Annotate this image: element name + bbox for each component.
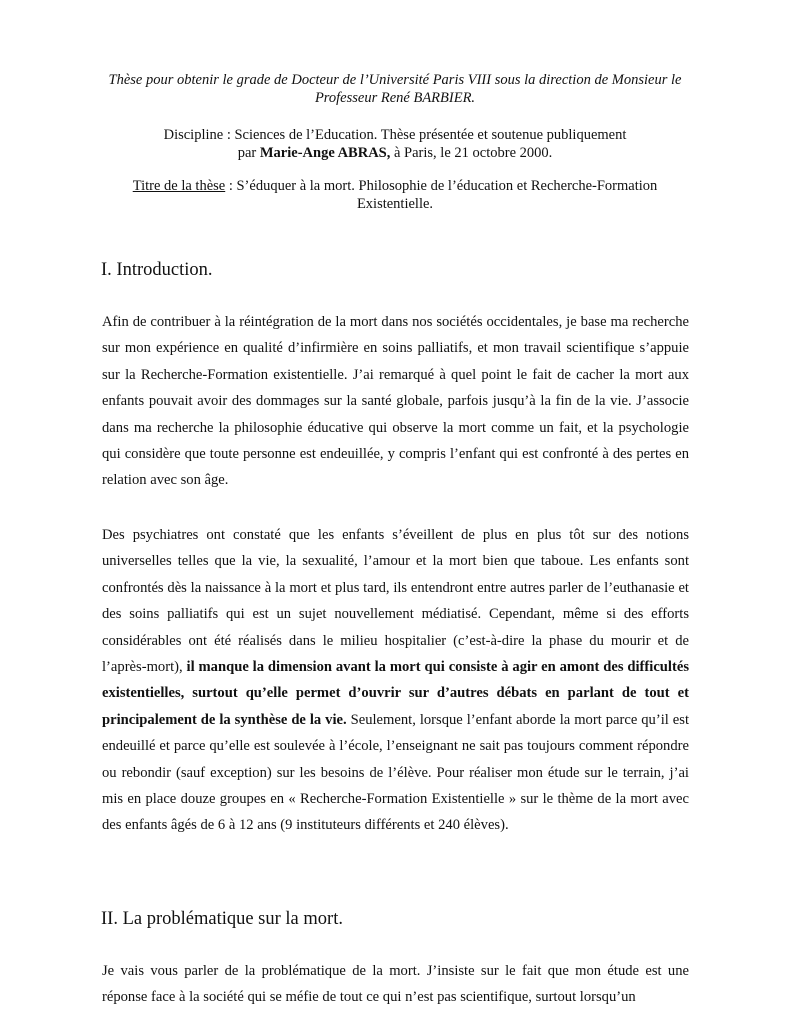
intro-p2-bold: il manque la dimension avant la mort qui consiste à agir en amont des difficultés existentielles, surtout qu’elle permet d’ouvrir sur d’autres débats en parlant de tout et principalement de la synthèse de la vie. [102,659,689,728]
thesis-title-block [100,177,690,213]
section-heading-introduction: I. Introduction. [101,260,213,280]
thesis-statement [100,71,690,107]
thesis-title-label: Titre de la thèse [132,178,226,194]
author-line [100,144,690,162]
author-name: Marie-Ange ABRAS, [259,145,391,161]
intro-paragraph-1: Afin de contribuer à la réintégration de la mort dans nos sociétés occidentales, je base ma recherche sur mon expérience en qualité d’infirmière en soins palliatifs, et mon travail scientifique s’appuie sur la Recherche-Formation existentielle. J’ai remarqué à quel point le fait de cacher la mort aux enfants pouvait avoir des dommages sur la santé globale, parfois jusqu’à la fin de la vie. J’associe dans ma recherche la philosophie éducative qui observe la mort comme un fait, et la psychologie qui considère que toute personne est endeuillée, y compris l’enfant qui est confronté à des pertes en relation avec son âge. [102,314,689,489]
intro-p2-end: Seulement, lorsque l’enfant aborde la mort parce qu’il est endeuillé et parce qu’elle est soulevée à l’école, l’enseignant ne sait pas toujours comment répondre ou rebondir (sauf exception) sur les besoins de l’élève. Pour réaliser mon étude sur le terrain, j’ai mis en place douze groupes en « Recherche-Formation Existentielle » sur le thème de la mort avec des enfants âgés de 6 à 12 ans (9 instituteurs différents et 240 élèves). [102,711,689,834]
discipline-block [100,126,690,162]
thesis-statement-text: Thèse pour obtenir le grade de Docteur de l’Université Paris VIII sous la direction de Monsieur le Professeur René BARBIER. [108,72,682,106]
discipline-line: Discipline : Sciences de l’Education. Thèse présentée et soutenue publiquement [163,127,627,143]
intro-paragraph-2 [102,522,689,839]
intro-p2-start: Des psychiatres ont constaté que les enfants s’éveillent de plus en plus tôt sur des notions universelles telles que la vie, la sexualité, l’amour et la mort bien que taboue. Les enfants sont confrontés dès la naissance à la mort et plus tard, ils entendront entre autres parler de l’euthanasie et des soins palliatifs qui est un sujet nouvellement médiatisé. Cependant, même si des efforts considérables ont été réalisés dans le milieu hospitalier (c’est-à-dire la phase du mourir et de l’après-mort), [102,527,689,676]
by-prefix: par [237,145,260,161]
place-date: à Paris, le 21 octobre 2000. [390,145,553,161]
problematique-paragraph-1: Je vais vous parler de la problématique de la mort. J’insiste sur le fait que mon étude est une réponse face à la société qui se méfie de tout ce qui n’est pas scientifique, surtout lorsqu’un [102,963,689,1006]
section-heading-problematique: II. La problématique sur la mort. [101,909,343,929]
thesis-title-text: : S’éduquer à la mort. Philosophie de l’éducation et Recherche-Formation Existentielle. [225,178,658,212]
